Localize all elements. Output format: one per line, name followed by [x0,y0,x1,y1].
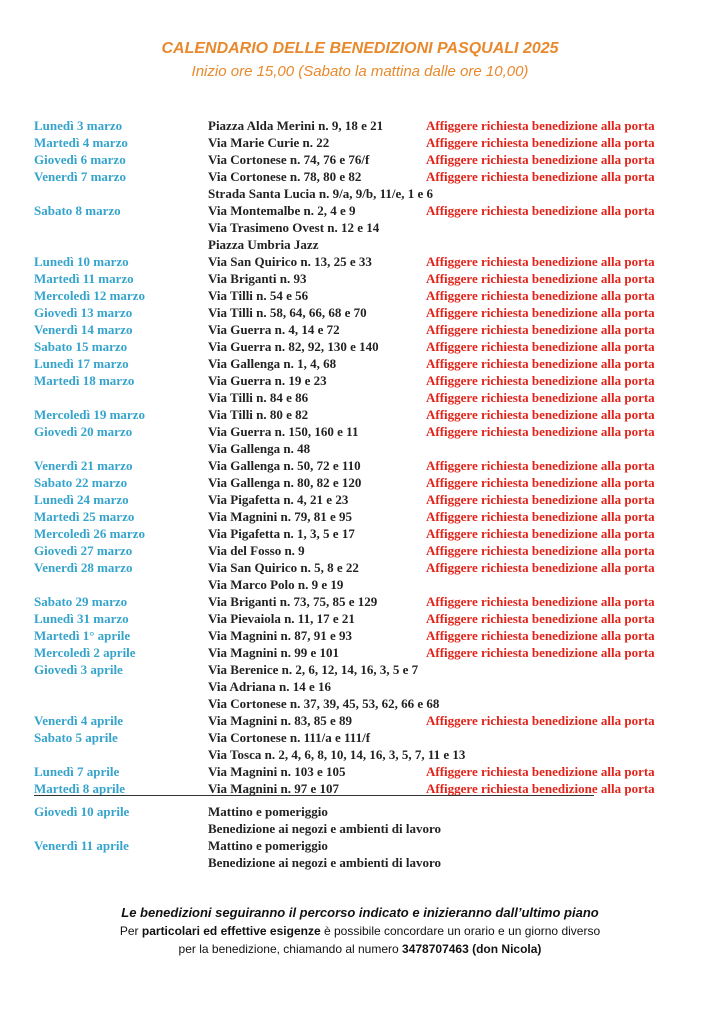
schedule-note: Affiggere richiesta benedizione alla porta [426,288,655,303]
schedule-location: Via Cortonese n. 74, 76 e 76/f [208,152,370,167]
schedule-location: Strada Santa Lucia n. 9/a, 9/b, 11/e, 1 e 6 [208,186,433,201]
schedule-row [0,679,720,696]
schedule-row [0,645,720,662]
schedule-row [0,220,720,237]
schedule-date: Lunedì 17 marzo [34,356,129,371]
schedule-row [0,628,720,645]
schedule-date: Mercoledì 2 aprile [34,645,136,660]
schedule-location: Via San Quirico n. 13, 25 e 33 [208,254,372,269]
schedule-location: Via Gallenga n. 48 [208,441,311,456]
schedule-row [0,135,720,152]
schedule-note: Affiggere richiesta benedizione alla porta [426,203,655,218]
schedule-date: Giovedì 27 marzo [34,543,133,558]
schedule-row [0,186,720,203]
schedule-note: Affiggere richiesta benedizione alla porta [426,339,655,354]
schedule-note: Affiggere richiesta benedizione alla porta [426,305,655,320]
schedule-date: Giovedì 10 aprile [34,804,130,819]
schedule-note: Affiggere richiesta benedizione alla porta [426,356,655,371]
schedule-location: Piazza Umbria Jazz [208,237,319,252]
schedule-row [0,804,720,821]
schedule-date: Giovedì 20 marzo [34,424,133,439]
schedule-row [0,855,720,872]
schedule-location: Via Berenice n. 2, 6, 12, 14, 16, 3, 5 e 7 [208,662,419,677]
schedule-date: Martedì 4 marzo [34,135,128,150]
schedule-location: Via San Quirico n. 5, 8 e 22 [208,560,359,575]
schedule-note: Affiggere richiesta benedizione alla porta [426,254,655,269]
schedule-location: Via Pigafetta n. 1, 3, 5 e 17 [208,526,355,541]
schedule-location: Mattino e pomeriggio [208,838,328,853]
schedule-location: Via Tilli n. 84 e 86 [208,390,309,405]
divider [34,795,594,796]
schedule-date: Mercoledì 12 marzo [34,288,145,303]
schedule-date: Venerdì 21 marzo [34,458,133,473]
schedule-note: Affiggere richiesta benedizione alla porta [426,152,655,167]
schedule-location: Via Pievaiola n. 11, 17 e 21 [208,611,355,626]
footer-text: per la benedizione, chiamando al numero [178,942,403,956]
schedule-date: Lunedì 10 marzo [34,254,129,269]
schedule-date: Giovedì 13 marzo [34,305,133,320]
schedule-location: Via Cortonese n. 37, 39, 45, 53, 62, 66 e 68 [208,696,440,711]
schedule-note: Affiggere richiesta benedizione alla porta [426,526,655,541]
schedule-row [0,169,720,186]
schedule-location: Via Magnini n. 83, 85 e 89 [208,713,352,728]
schedule-location: Via Gallenga n. 1, 4, 68 [208,356,337,371]
schedule-row [0,747,720,764]
schedule-date: Martedì 11 marzo [34,271,134,286]
schedule-date: Venerdì 11 aprile [34,838,129,853]
schedule-row [0,152,720,169]
schedule-location: Via Tilli n. 80 e 82 [208,407,309,422]
schedule-location: Via del Fosso n. 9 [208,543,305,558]
schedule-date: Lunedì 24 marzo [34,492,129,507]
schedule-location: Benedizione ai negozi e ambienti di lavoro [208,821,442,836]
schedule-date: Lunedì 3 marzo [34,118,123,133]
schedule-row [0,305,720,322]
schedule-location: Piazza Alda Merini n. 9, 18 e 21 [208,118,384,133]
schedule-row [0,475,720,492]
schedule-note: Affiggere richiesta benedizione alla porta [426,118,655,133]
schedule-location: Via Guerra n. 19 e 23 [208,373,327,388]
schedule-location: Mattino e pomeriggio [208,804,328,819]
schedule-note: Affiggere richiesta benedizione alla porta [426,645,655,660]
schedule-note: Affiggere richiesta benedizione alla porta [426,135,655,150]
schedule-location: Via Tilli n. 54 e 56 [208,288,309,303]
footer-text: è possibile concordare un orario e un giorno diverso [320,924,601,938]
schedule-date: Mercoledì 19 marzo [34,407,145,422]
schedule-row [0,764,720,781]
schedule-row [0,118,720,135]
schedule-row [0,696,720,713]
schedule-row [0,288,720,305]
schedule-location: Via Briganti n. 93 [208,271,307,286]
schedule-row [0,662,720,679]
schedule-note: Affiggere richiesta benedizione alla porta [426,628,655,643]
schedule-note: Affiggere richiesta benedizione alla porta [426,611,655,626]
footer-note-contact [0,924,720,938]
schedule-date: Giovedì 6 marzo [34,152,126,167]
schedule-row [0,560,720,577]
schedule-row [0,322,720,339]
schedule-location: Via Guerra n. 4, 14 e 72 [208,322,340,337]
schedule-date: Giovedì 3 aprile [34,662,123,677]
schedule-date: Venerdì 4 aprile [34,713,124,728]
schedule-note: Affiggere richiesta benedizione alla porta [426,322,655,337]
schedule-location: Via Magnini n. 87, 91 e 93 [208,628,352,643]
schedule-row [0,271,720,288]
schedule-location: Via Magnini n. 99 e 101 [208,645,339,660]
schedule-row [0,237,720,254]
schedule-row [0,458,720,475]
phone-number: 3478707463 (don Nicola) [402,942,542,956]
schedule-row [0,543,720,560]
schedule-date: Venerdì 28 marzo [34,560,133,575]
schedule-note: Affiggere richiesta benedizione alla porta [426,373,655,388]
schedule-location: Via Trasimeno Ovest n. 12 e 14 [208,220,380,235]
schedule-date: Lunedì 7 aprile [34,764,120,779]
schedule-row [0,526,720,543]
schedule-note: Affiggere richiesta benedizione alla porta [426,781,655,796]
schedule-row [0,713,720,730]
schedule-date: Sabato 5 aprile [34,730,118,745]
schedule-row [0,407,720,424]
schedule-note: Affiggere richiesta benedizione alla porta [426,424,655,439]
schedule-location: Via Marie Curie n. 22 [208,135,330,150]
schedule-note: Affiggere richiesta benedizione alla porta [426,764,655,779]
page-subtitle: Inizio ore 15,00 (Sabato la mattina dalle ore 10,00) [191,63,529,80]
schedule-date: Sabato 15 marzo [34,339,128,354]
schedule-row [0,203,720,220]
schedule-row [0,390,720,407]
schedule-location: Via Briganti n. 73, 75, 85 e 129 [208,594,378,609]
schedule-row [0,509,720,526]
schedule-date: Sabato 22 marzo [34,475,128,490]
schedule-location: Via Gallenga n. 50, 72 e 110 [208,458,361,473]
schedule-location: Via Montemalbe n. 2, 4 e 9 [208,203,356,218]
schedule-row [0,594,720,611]
schedule-note: Affiggere richiesta benedizione alla porta [426,407,655,422]
schedule-location: Via Cortonese n. 111/a e 111/f [208,730,371,745]
schedule-row [0,424,720,441]
schedule-note: Affiggere richiesta benedizione alla porta [426,475,655,490]
schedule-note: Affiggere richiesta benedizione alla porta [426,543,655,558]
schedule-location: Via Gallenga n. 80, 82 e 120 [208,475,362,490]
schedule-location: Via Cortonese n. 78, 80 e 82 [208,169,362,184]
page-title: CALENDARIO DELLE BENEDIZIONI PASQUALI 2025 [161,40,559,57]
schedule-note: Affiggere richiesta benedizione alla porta [426,271,655,286]
schedule-date: Sabato 29 marzo [34,594,128,609]
schedule-location: Via Adriana n. 14 e 16 [208,679,332,694]
schedule-note: Affiggere richiesta benedizione alla porta [426,560,655,575]
schedule-row [0,441,720,458]
schedule-note: Affiggere richiesta benedizione alla porta [426,594,655,609]
schedule-date: Martedì 25 marzo [34,509,135,524]
schedule-date: Martedì 18 marzo [34,373,135,388]
schedule-note: Affiggere richiesta benedizione alla porta [426,458,655,473]
schedule-note: Affiggere richiesta benedizione alla porta [426,713,655,728]
footer-bold-text: particolari ed effettive esigenze [141,924,321,938]
schedule-date: Martedì 8 aprile [34,781,125,796]
schedule-note: Affiggere richiesta benedizione alla porta [426,390,655,405]
schedule-location: Via Magnini n. 79, 81 e 95 [208,509,352,524]
schedule-date: Venerdì 14 marzo [34,322,133,337]
schedule-location: Via Marco Polo n. 9 e 19 [208,577,344,592]
schedule-location: Via Tilli n. 58, 64, 66, 68 e 70 [208,305,367,320]
schedule-row [0,577,720,594]
schedule-note: Affiggere richiesta benedizione alla porta [426,509,655,524]
schedule-location: Benedizione ai negozi e ambienti di lavoro [208,855,442,870]
schedule-date: Sabato 8 marzo [34,203,121,218]
schedule-location: Via Pigafetta n. 4, 21 e 23 [208,492,349,507]
schedule-row [0,356,720,373]
schedule-note: Affiggere richiesta benedizione alla porta [426,492,655,507]
schedule-date: Martedì 1° aprile [34,628,131,643]
schedule-row [0,730,720,747]
schedule-date: Lunedì 31 marzo [34,611,129,626]
schedule-row [0,611,720,628]
schedule-row [0,492,720,509]
schedule-row [0,254,720,271]
schedule-row [0,821,720,838]
schedule-note: Affiggere richiesta benedizione alla porta [426,169,655,184]
schedule-location: Via Magnini n. 97 e 107 [208,781,339,796]
schedule-row [0,339,720,356]
footer-note-phone [0,942,720,956]
footer-note-route: Le benedizioni seguiranno il percorso indicato e inizieranno dall’ultimo piano [121,905,599,920]
footer-text: Per [119,924,142,938]
schedule-date: Mercoledì 26 marzo [34,526,145,541]
schedule-location: Via Magnini n. 103 e 105 [208,764,346,779]
schedule-location: Via Guerra n. 150, 160 e 11 [208,424,359,439]
schedule-location: Via Guerra n. 82, 92, 130 e 140 [208,339,379,354]
schedule-location: Via Tosca n. 2, 4, 6, 8, 10, 14, 16, 3, 5, 7, 11 e 13 [208,747,466,762]
schedule-row [0,838,720,855]
schedule-row [0,373,720,390]
schedule-date: Venerdì 7 marzo [34,169,126,184]
